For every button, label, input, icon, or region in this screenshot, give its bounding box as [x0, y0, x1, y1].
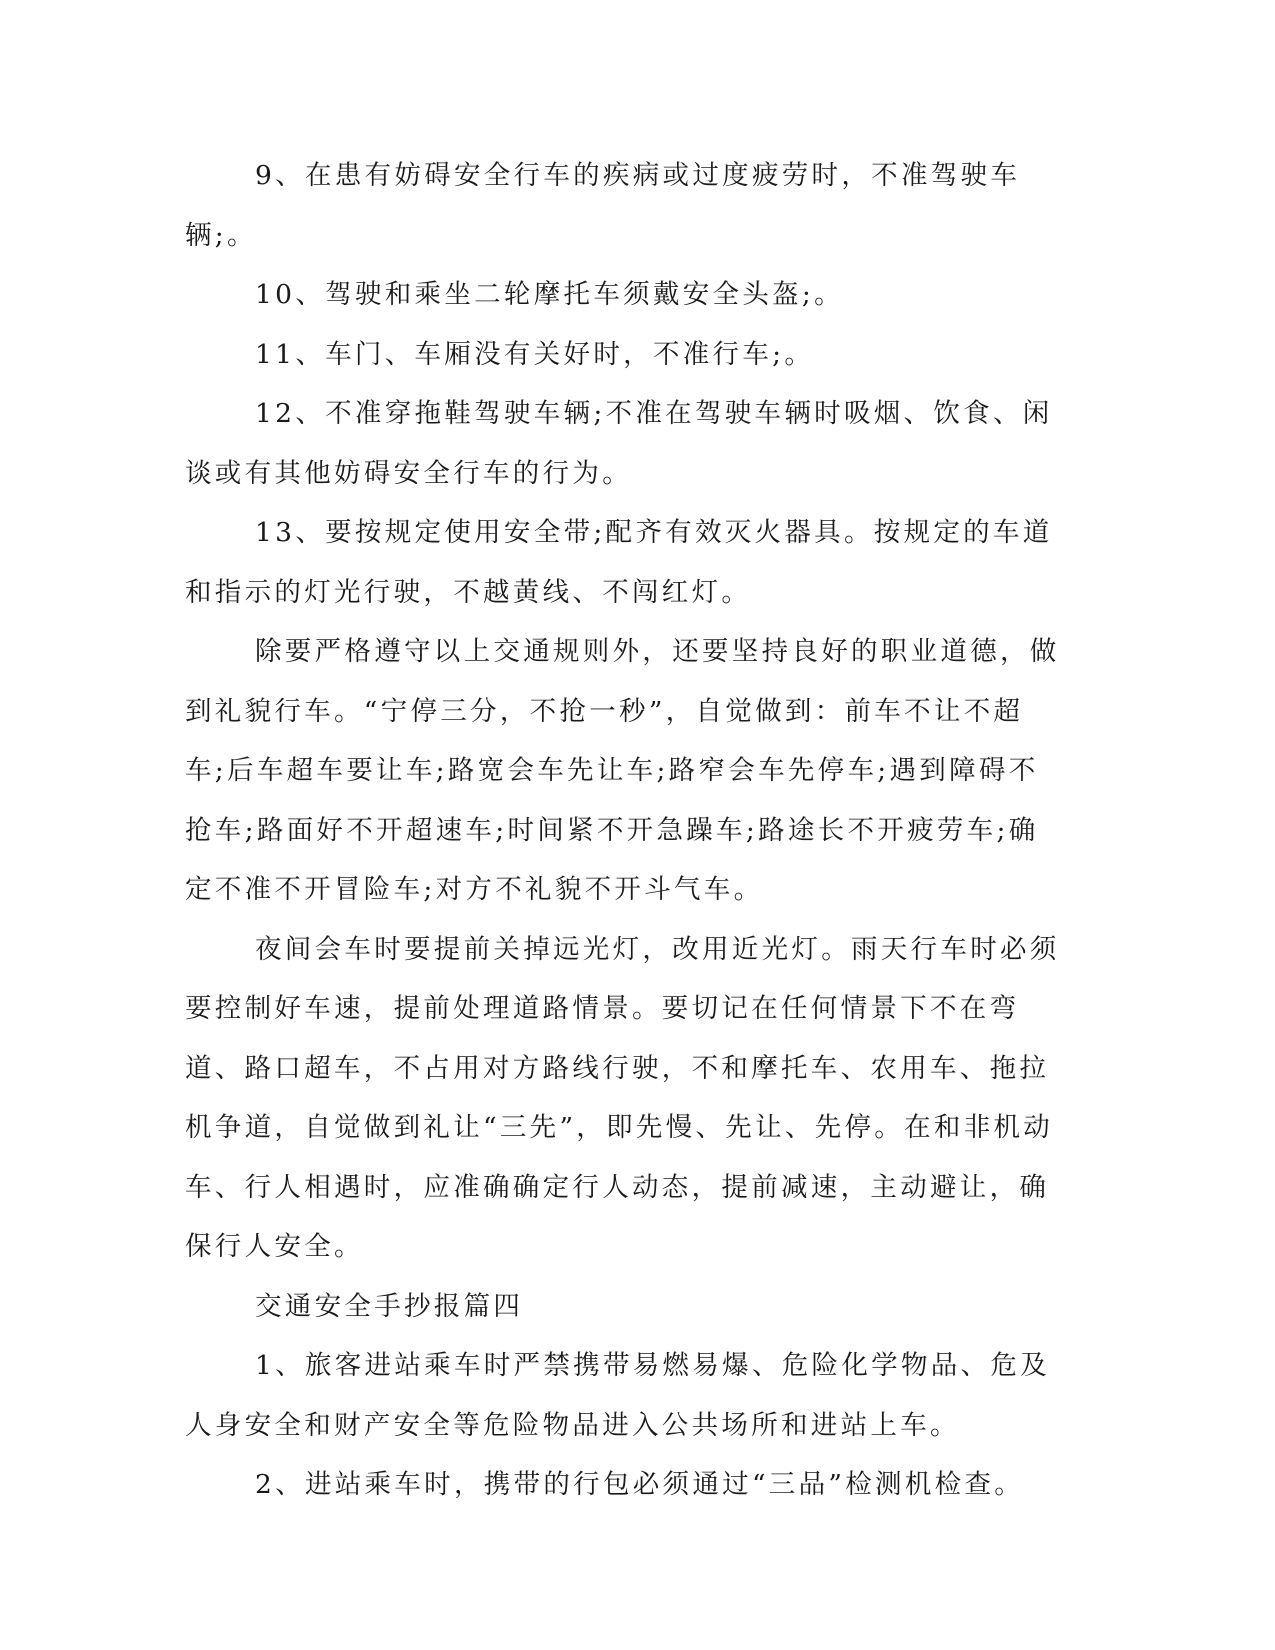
- paragraph-station-rule-2: 2、进站乘车时，携带的行包必须通过“三品”检测机检查。: [255, 1469, 1025, 1500]
- section-heading: 交通安全手抄报篇四: [255, 1290, 524, 1322]
- paragraph-night-driving: 夜间会车时要提前关掉远光灯，改用近光灯。雨天行车时必须要控制好车速，提前处理道路情景。要切记在任何情景下不在弯道、路口超车，不占用对方路线行驶，不和摩托车、农用车、拖拉机争道，自觉做到礼让“三先”，即先慢、先让、先停。在和非机动车、行人相遇时，应准确确定行人动态，提前减速，主动避让，确保行人安全。: [185, 933, 1060, 1262]
- paragraph-rule-13: 13、要按规定使用安全带;配齐有效灭火器具。按规定的车道和指示的灯光行驶，不越黄线、不闯红灯。: [185, 517, 1053, 608]
- paragraph-station-rule-1: 1、旅客进站乘车时严禁携带易燃易爆、危险化学物品、危及人身安全和财产安全等危险物品进入公共场所和进站上车。: [185, 1350, 1050, 1441]
- paragraph-rule-11: 11、车门、车厢没有关好时，不准行车;。: [255, 338, 815, 370]
- paragraph-rule-12: 12、不准穿拖鞋驾驶车辆;不准在驾驶车辆时吸烟、饮食、闲谈或有其他妨碍安全行车的行为。: [185, 398, 1053, 489]
- paragraph-rule-9: 9、在患有妨碍安全行车的疾病或过度疲劳时，不准驾驶车辆;。: [185, 160, 1021, 251]
- paragraph-ethics: 除要严格遵守以上交通规则外，还要坚持良好的职业道德，做到礼貌行车。“宁停三分，不抢一秒”，自觉做到：前车不让不超车;后车超车要让车;路宽会车先让车;路窄会车先停车;遇到障碍不抢车;路面好不开超速车;时间紧不开急躁车;路途长不开疲劳车;确定不准不开冒险车;对方不礼貌不开斗气车。: [185, 636, 1060, 905]
- paragraph-rule-10: 10、驾驶和乘坐二轮摩托车须戴安全头盔;。: [255, 279, 844, 310]
- document-body: [185, 146, 1065, 1515]
